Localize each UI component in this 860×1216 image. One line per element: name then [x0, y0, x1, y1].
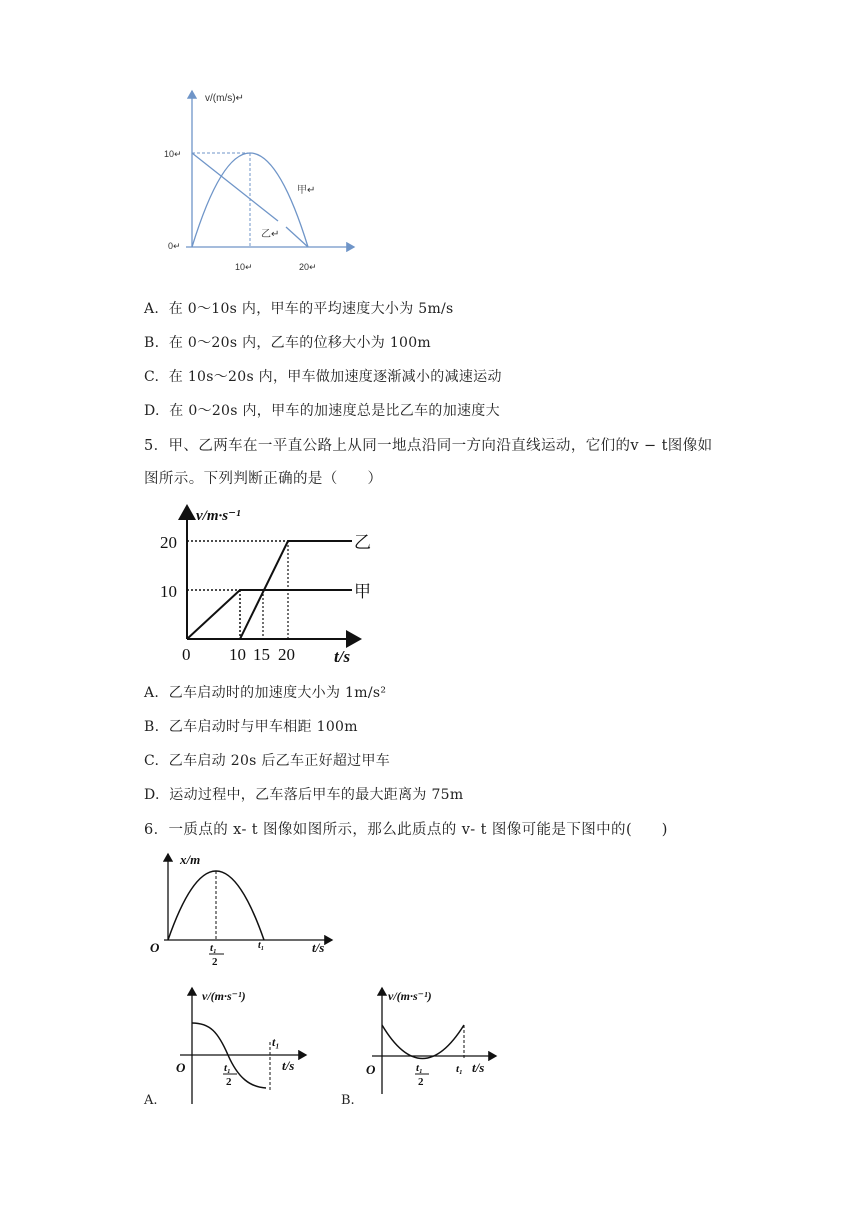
x-axis-label: t/s [312, 940, 325, 955]
y-axis-label: x/m [180, 852, 201, 867]
label-jia: 甲↵ [297, 185, 316, 196]
figure-xt-graph [144, 848, 344, 970]
y-tick-20: 20 [160, 533, 177, 552]
origin-label: O [150, 940, 160, 955]
q5-stem-line1: 5．甲、乙两车在一平直公路上从同一地点沿同一方向沿直线运动，它们的v − t图像如 [144, 438, 713, 454]
x-tick-10: 10 [229, 645, 246, 664]
figure-vt-graph-2 [152, 498, 380, 670]
figure-vt-graph-1 [160, 85, 365, 280]
y-tick-10: 10 [160, 582, 177, 601]
figure-option-a [166, 982, 316, 1108]
option-b-letter: B. [341, 1093, 355, 1108]
y-axis-label: v/(m·s⁻¹) [388, 989, 432, 1003]
y-axis-label: v/(m/s)↵ [205, 93, 244, 104]
x-axis-label: t/s [334, 647, 351, 666]
half-t1-den: 2 [226, 1076, 232, 1088]
q6-stem: 6．一质点的 x- t 图像如图所示，那么此质点的 v- t 图像可能是下图中的( ) [144, 822, 668, 838]
x-tick-20: 20↵ [299, 262, 317, 272]
q4-option-b: B. 在 0～20s 内，乙车的位移大小为 100m [144, 335, 432, 351]
t1-label: t₁ [272, 1035, 280, 1049]
label-jia: 甲 [354, 582, 371, 601]
label-yi: 乙 [354, 533, 371, 552]
figure-option-b [362, 982, 512, 1108]
half-t1-num: t₁ [210, 942, 217, 954]
origin-label: 0 [182, 645, 191, 664]
half-t1-num: t₁ [224, 1062, 231, 1074]
x-tick-10: 10↵ [235, 262, 253, 272]
q4-option-d: D. 在 0～20s 内，甲车的加速度总是比乙车的加速度大 [144, 403, 500, 419]
curve-v [382, 1025, 464, 1059]
q5-option-c: C. 乙车启动 20s 后乙车正好超过甲车 [144, 753, 391, 769]
half-t1-num: t₁ [416, 1062, 423, 1074]
y-tick-10: 10↵ [164, 149, 182, 159]
q4-option-c: C. 在 10s～20s 内，甲车做加速度逐渐减小的减速运动 [144, 369, 502, 385]
half-t1-den: 2 [418, 1076, 424, 1088]
t1-label: t₁ [456, 1063, 463, 1075]
q5-option-d: D. 运动过程中，乙车落后甲车的最大距离为 75m [144, 787, 464, 803]
label-yi: 乙↵ [261, 229, 280, 240]
x-tick-15: 15 [253, 645, 270, 664]
x-axis-label: t/s [472, 1060, 485, 1075]
q5-option-b: B. 乙车启动时与甲车相距 100m [144, 719, 358, 735]
q5-stem-line2: 图所示。下列判断正确的是（ ） [144, 471, 383, 487]
x-tick-20: 20 [278, 645, 295, 664]
half-t1-den: 2 [212, 956, 218, 968]
y-axis-label: v/(m·s⁻¹) [202, 989, 246, 1003]
option-a-letter: A. [144, 1093, 158, 1108]
t1-label: t₁ [258, 940, 265, 951]
q5-option-a: A. 乙车启动时的加速度大小为 1m/s² [144, 685, 387, 701]
origin-label: 0↵ [168, 241, 181, 251]
x-axis-label: t/s [282, 1058, 295, 1073]
y-axis-label: v/m·s⁻¹ [196, 508, 241, 524]
origin-label: O [366, 1062, 376, 1077]
origin-label: O [176, 1060, 186, 1075]
q4-option-a: A. 在 0～10s 内，甲车的平均速度大小为 5m/s [144, 301, 454, 317]
